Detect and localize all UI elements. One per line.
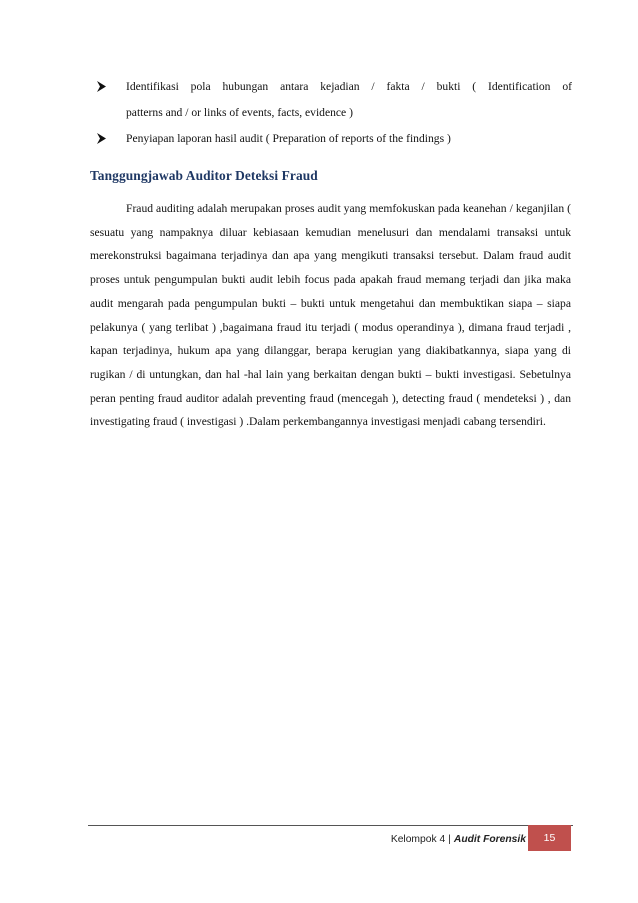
bullet-text-line: Identifikasi pola hubungan antara kejadian / fakta / bukti ( Identification of: [126, 80, 572, 93]
footer-doc-title: Audit Forensik: [453, 834, 526, 845]
bullet-item: [96, 126, 572, 152]
page-number-badge: [528, 825, 571, 851]
footer-label: [391, 834, 526, 845]
bullet-list: [96, 74, 572, 152]
footer-separator: |: [448, 834, 451, 845]
footer-divider: [88, 825, 573, 826]
bullet-item-continuation: [96, 100, 572, 126]
bullet-item: [96, 74, 572, 100]
arrowhead-bullet-icon: [96, 126, 110, 144]
arrowhead-bullet-icon: [96, 74, 110, 92]
footer-group: Kelompok 4: [390, 834, 446, 845]
page-number: 15: [543, 832, 556, 844]
bullet-text-line: patterns and / or links of events, facts, evidence ): [126, 106, 353, 119]
section-heading: Tanggungjawab Auditor Deteksi Fraud: [90, 168, 318, 183]
body-paragraph: Fraud auditing adalah merupakan proses audit yang memfokuskan pada keanehan / keganjilan ( sesuatu yang nampaknya diluar kebiasaan kemudian menelusuri dan mendalami transaksi untuk merekonstruksi bagaimana terjadinya dan apa yang mengikuti transaksi tersebut. Dalam fraud audit proses untuk pengumpulan bukti audit lebih focus pada apakah fraud memang terjadi dan jika maka audit mengarah pada pengumpulan bukti – bukti untuk mengetahui dan membuktikan siapa – siapa pelakunya ( yang terlibat ) ,bagaimana fraud itu terjadi ( modus operandinya ), dimana fraud terjadi , kapan terjadinya, hukum apa yang dilanggar, berapa kerugian yang diakibatkannya, siapa yang di rugikan / di untungkan, dan hal -hal lain yang berkaitan dengan bukti – bukti investigasi. Sebetulnya peran penting fraud auditor adalah preventing fraud (mencegah ), detecting fraud ( mendeteksi ) , dan investigating fraud ( investigasi ) .Dalam perkembangannya investigasi menjadi cabang tersendiri.: [90, 202, 571, 429]
bullet-text-line: Penyiapan laporan hasil audit ( Preparation of reports of the findings ): [126, 132, 451, 145]
